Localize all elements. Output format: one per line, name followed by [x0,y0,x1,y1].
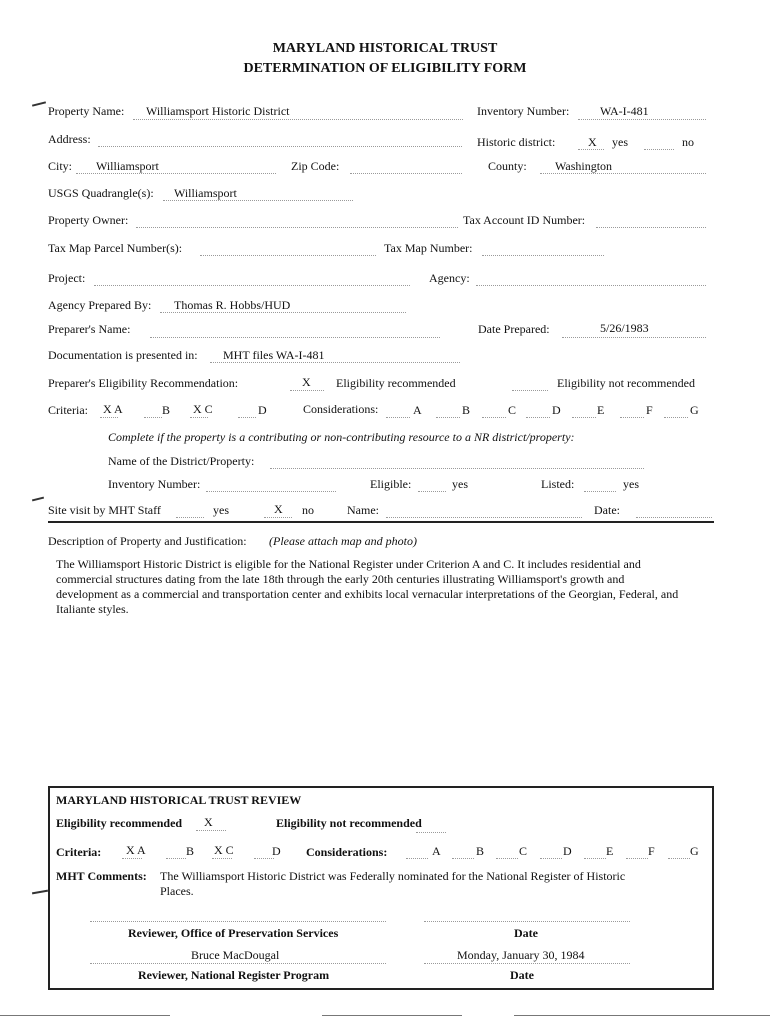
criterion-b: B [162,403,171,417]
consideration-g: G [690,403,699,417]
site-visit-no-blank[interactable] [264,517,292,518]
tax-map-field[interactable] [482,255,604,256]
recommendation-mark: X [302,375,311,389]
consideration-e-blank[interactable] [572,417,596,418]
city-field[interactable] [76,173,276,174]
review-consideration-g: G [690,844,699,858]
reviewer-ops-date-label: Date [514,926,538,940]
property-owner-label: Property Owner: [48,213,129,227]
reviewer-nr-label: Reviewer, National Register Program [138,968,330,982]
reviewer-ops-signature-line[interactable] [90,921,386,922]
review-criterion-c-blank[interactable] [212,858,232,859]
preparers-name-field[interactable] [150,337,440,338]
description-line: commercial structures dating from the late 18th through the early 20th centuries illustrating Williamsport's growth and [56,572,625,586]
consideration-c-blank[interactable] [482,417,506,418]
page-edge-line [0,1015,170,1016]
usgs-quadrangle-label: USGS Quadrangle(s): [48,186,154,200]
listed-label: Listed: [541,477,575,491]
mht-comments-line: Places. [160,884,194,898]
city-value: Williamsport [96,159,159,173]
listed-yes: yes [623,477,639,491]
district-note: Complete if the property is a contributing or non-contributing resource to a NR district/property: [108,430,575,444]
pen-mark [32,101,46,106]
review-consideration-d-blank[interactable] [540,858,562,859]
review-criterion-a-blank[interactable] [122,858,142,859]
zip-code-label: Zip Code: [291,159,340,173]
site-visit-date-label: Date: [594,503,620,517]
description-label: Description of Property and Justification: [48,534,247,548]
tax-account-label: Tax Account ID Number: [463,213,586,227]
agency-label: Agency: [429,271,470,285]
historic-district-no: no [682,135,694,149]
consideration-d: D [552,403,561,417]
criterion-c-blank[interactable] [190,417,208,418]
documentation-label: Documentation is presented in: [48,348,198,362]
listed-blank[interactable] [584,491,616,492]
reviewer-ops-label: Reviewer, Office of Preservation Services [128,926,339,940]
consideration-f-blank[interactable] [620,417,644,418]
consideration-a: A [413,403,422,417]
mht-comments-line: The Williamsport Historic District was Federally nominated for the National Register of Historic [160,869,626,883]
description-note: (Please attach map and photo) [269,534,417,548]
agency-prepared-by-label: Agency Prepared By: [48,298,152,312]
consideration-b: B [462,403,471,417]
agency-prepared-by-value: Thomas R. Hobbs/HUD [174,298,291,312]
review-consideration-f-blank[interactable] [626,858,648,859]
site-visit-no: no [302,503,314,517]
usgs-quadrangle-value: Williamsport [174,186,237,200]
inventory-number-value: WA-I-481 [600,104,649,118]
review-consideration-b: B [476,844,485,858]
site-visit-date-field[interactable] [636,517,712,518]
date-prepared-value: 5/26/1983 [600,321,649,335]
recommendation-blank[interactable] [290,390,324,391]
historic-district-yes: yes [612,135,628,149]
page-edge-line [322,1015,462,1016]
tax-account-field[interactable] [596,227,706,228]
criterion-b-blank[interactable] [144,417,162,418]
date-prepared-label: Date Prepared: [478,322,550,336]
project-label: Project: [48,271,86,285]
documentation-value: MHT files WA-I-481 [223,348,325,362]
usgs-quadrangle-field[interactable] [163,200,353,201]
review-consideration-c-blank[interactable] [496,858,518,859]
district-inventory-label: Inventory Number: [108,477,201,491]
description-line: The Williamsport Historic District is eligible for the National Register under Criterion A and C. It includes residential and [56,557,641,571]
site-visit-name-field[interactable] [386,517,582,518]
review-recommended-blank[interactable] [196,830,226,831]
county-field[interactable] [540,173,706,174]
review-criteria-label: Criteria: [56,845,102,859]
consideration-d-blank[interactable] [526,417,550,418]
reviewer-ops-date-line[interactable] [424,921,630,922]
district-name-field[interactable] [270,468,644,469]
pen-mark [32,890,48,895]
property-name-label: Property Name: [48,104,125,118]
consideration-e: E [597,403,605,417]
address-label: Address: [48,132,91,146]
consideration-g-blank[interactable] [664,417,688,418]
mht-comments-label: MHT Comments: [56,869,147,883]
eligibility-recommended-label: Eligibility recommended [336,376,456,390]
consideration-c: C [508,403,517,417]
tax-map-label: Tax Map Number: [384,241,473,255]
page-edge-line [514,1015,770,1016]
date-prepared-field[interactable] [562,337,706,338]
review-consideration-a-blank[interactable] [406,858,428,859]
review-criterion-d-blank[interactable] [254,858,274,859]
criterion-d-blank[interactable] [238,417,256,418]
property-name-value: Williamsport Historic District [146,104,290,118]
criterion-a-blank[interactable] [100,417,118,418]
zip-code-field[interactable] [350,173,462,174]
district-name-label: Name of the District/Property: [108,454,255,468]
eligible-blank[interactable] [418,491,446,492]
county-value: Washington [555,159,613,173]
preparer-recommendation-label: Preparer's Eligibility Recommendation: [48,376,239,390]
address-field[interactable] [98,146,462,147]
criterion-d: D [258,403,267,417]
property-owner-field[interactable] [136,227,458,228]
pen-mark [32,497,44,502]
review-recommended-mark: X [204,815,213,829]
eligibility-not-recommended-label: Eligibility not recommended [557,376,695,390]
agency-field[interactable] [476,285,706,286]
review-criterion-b: B [186,844,195,858]
criteria-label: Criteria: [48,403,88,417]
reviewer-nr-date-label: Date [510,968,534,982]
property-name-field[interactable] [133,119,463,120]
site-visit-yes: yes [213,503,229,517]
historic-district-label: Historic district: [477,135,556,149]
reviewer-nr-name: Bruce MacDougal [191,948,280,962]
review-recommended-label: Eligibility recommended [56,816,183,830]
description-line: development as a commercial and transportation center and exhibits local vernacular interpretations of the Georgian, Federal, and [56,587,679,601]
review-considerations-label: Considerations: [306,845,388,859]
description-line: Italiante styles. [56,602,129,616]
considerations-label: Considerations: [303,402,379,416]
site-visit-yes-blank[interactable] [176,517,204,518]
review-consideration-e-blank[interactable] [584,858,606,859]
historic-district-no-blank[interactable] [644,149,674,150]
criterion-c: X C [193,402,213,416]
inventory-number-label: Inventory Number: [477,104,570,118]
reviewer-nr-signature-line[interactable] [90,963,386,964]
tax-parcel-label: Tax Map Parcel Number(s): [48,241,183,255]
not-recommended-blank[interactable] [512,390,548,391]
historic-district-mark: X [588,135,597,149]
consideration-f: F [646,403,653,417]
consideration-a-blank[interactable] [386,417,410,418]
criterion-a: X A [103,402,123,416]
review-criterion-d: D [272,844,281,858]
reviewer-nr-date: Monday, January 30, 1984 [457,948,585,962]
district-inventory-field[interactable] [206,491,336,492]
review-consideration-c: C [519,844,528,858]
review-not-recommended-label: Eligibility not recommended [276,816,422,830]
county-label: County: [488,159,527,173]
review-criterion-a: X A [126,843,146,857]
review-consideration-b-blank[interactable] [452,858,474,859]
form-title-line1: MARYLAND HISTORICAL TRUST [272,41,498,56]
eligible-label: Eligible: [370,477,412,491]
review-criterion-c: X C [214,843,234,857]
review-consideration-f: F [648,844,655,858]
review-consideration-e: E [606,844,614,858]
tax-parcel-field[interactable] [200,255,376,256]
review-not-recommended-blank[interactable] [416,832,446,833]
site-visit-mark: X [274,502,283,516]
inventory-number-field[interactable] [578,119,706,120]
form-title-line2: DETERMINATION OF ELIGIBILITY FORM [243,61,527,76]
consideration-b-blank[interactable] [436,417,460,418]
review-criterion-b-blank[interactable] [166,858,186,859]
project-field[interactable] [94,285,410,286]
eligible-yes: yes [452,477,468,491]
reviewer-nr-date-line[interactable] [424,963,630,964]
preparers-name-label: Preparer's Name: [48,322,131,336]
review-title: MARYLAND HISTORICAL TRUST REVIEW [56,793,302,807]
section-divider [48,521,714,523]
city-label: City: [48,159,73,173]
review-consideration-a: A [432,844,441,858]
site-visit-label: Site visit by MHT Staff [48,503,161,517]
agency-prepared-by-field[interactable] [160,312,406,313]
review-consideration-g-blank[interactable] [668,858,690,859]
review-consideration-d: D [563,844,572,858]
historic-district-yes-blank[interactable] [578,149,604,150]
site-visit-name-label: Name: [347,503,379,517]
documentation-field[interactable] [210,362,460,363]
